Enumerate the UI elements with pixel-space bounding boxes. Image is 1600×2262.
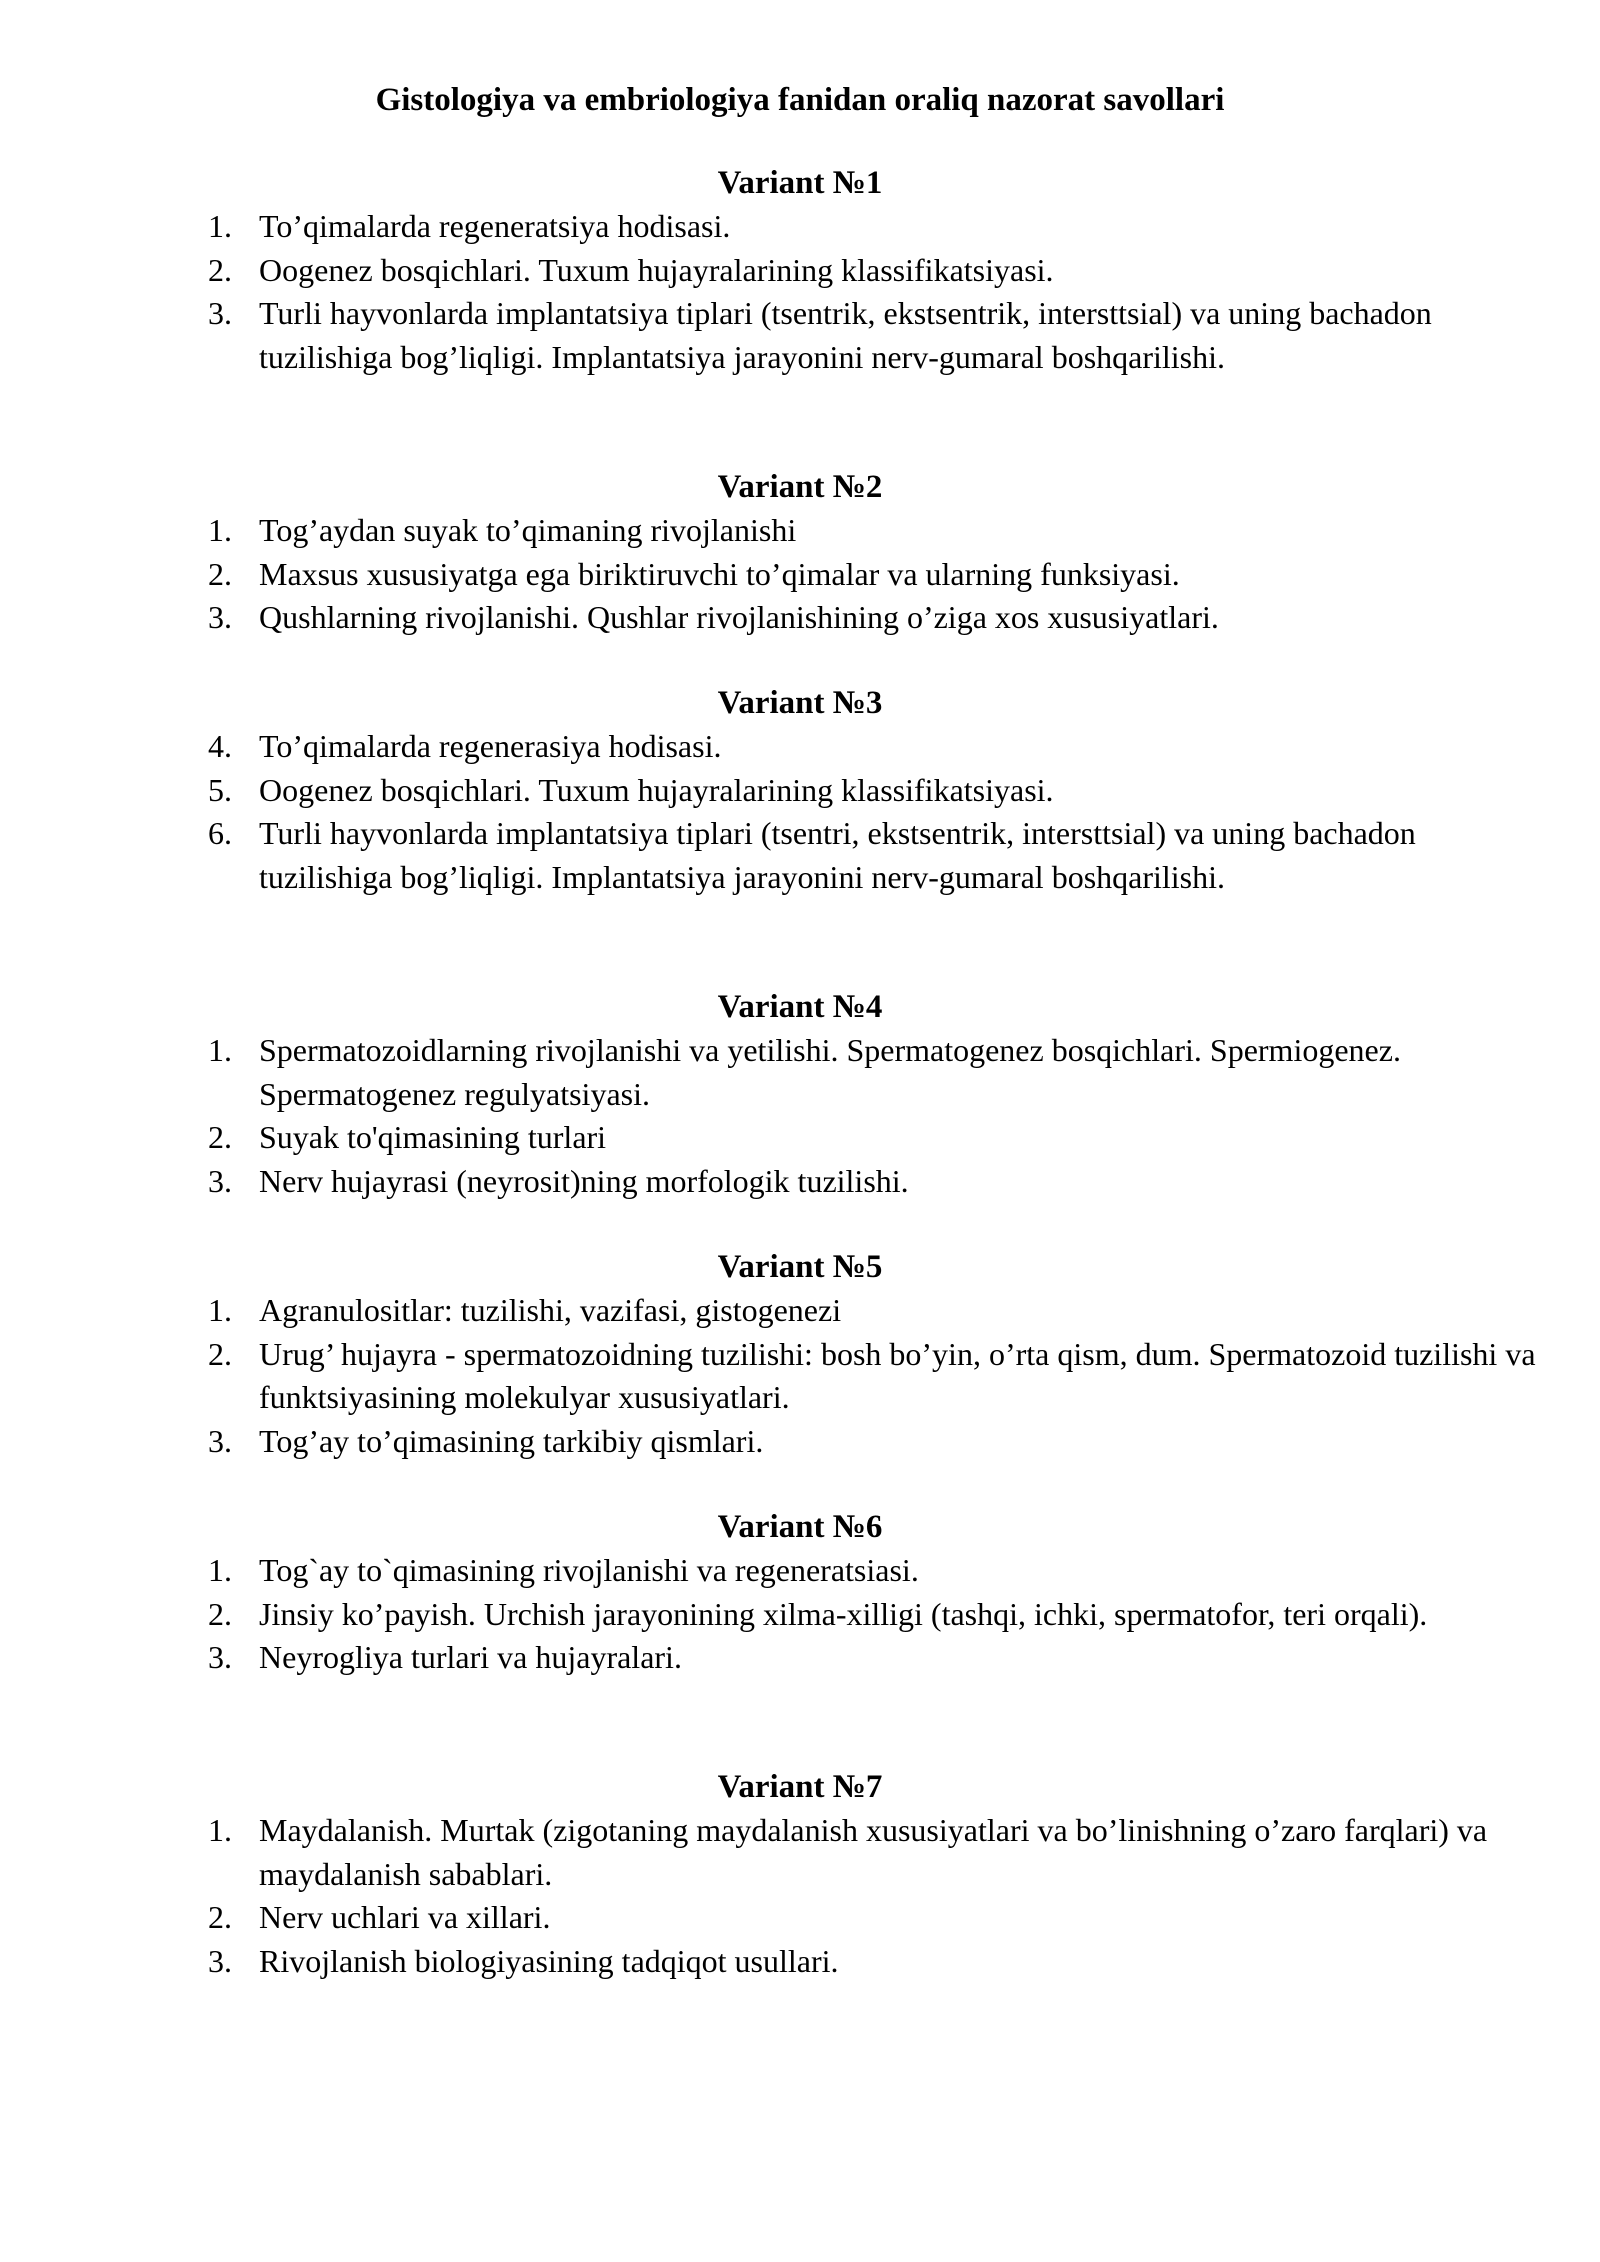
question-text: Tog’aydan suyak to’qimaning rivojlanishi xyxy=(259,512,797,548)
variant-heading: Variant №5 xyxy=(717,1249,883,1285)
question-text: Agranulositlar: tuzilishi, vazifasi, gistogenezi xyxy=(259,1292,842,1328)
question-number: 2. xyxy=(208,251,232,288)
question-text: Qushlarning rivojlanishi. Qushlar rivojlanishining o’ziga xos xususiyatlari. xyxy=(259,599,1219,635)
question-text: Urug’ hujayra - spermatozoidning tuzilishi: bosh bo’yin, o’rta qism, dum. Spermatozoid tuzilishi va funktsiyasining molekulyar xususiyatlari. xyxy=(259,1335,1536,1415)
variant-section xyxy=(0,1245,1600,1463)
question-text: Nerv hujayrasi (neyrosit)ning morfologik tuzilishi. xyxy=(259,1162,909,1199)
question-text: Tog’ay to’qimasining tarkibiy qismlari. xyxy=(259,1422,764,1459)
question-item xyxy=(0,553,1600,597)
question-item xyxy=(0,1116,1600,1160)
question-text: Neyrogliya turlari va hujayralari. xyxy=(259,1639,682,1675)
question-item xyxy=(0,1809,1600,1896)
question-number: 2. xyxy=(208,555,232,592)
question-number: 1. xyxy=(208,512,232,548)
question-text: Jinsiy ko’payish. Urchish jarayonining xilma-xilligi (tashqi, ichki, spermatofor, teri orqali). xyxy=(259,1595,1428,1632)
question-list xyxy=(0,509,1600,640)
question-item xyxy=(0,1289,1600,1333)
variant-section xyxy=(0,1765,1600,1983)
question-text: Maxsus xususiyatga ega biriktiruvchi to’qimalar va ularning funksiyasi. xyxy=(259,555,1180,592)
variant-section xyxy=(0,465,1600,640)
question-text: Turli hayvonlarda implantatsiya tiplari (tsentrik, ekstsentrik, intersttsial) va uning bachadon tuzilishiga bog’liqligi. Implantatsiya jarayonini nerv-gumaral boshqarilishi. xyxy=(259,295,1432,375)
variant-heading: Variant №4 xyxy=(717,989,883,1025)
question-list xyxy=(0,1549,1600,1680)
question-list xyxy=(0,1809,1600,1983)
question-number: 4. xyxy=(208,728,232,764)
question-text: Rivojlanish biologiyasining tadqiqot usullari. xyxy=(259,1942,839,1979)
question-number: 1. xyxy=(208,1292,232,1328)
question-number: 1. xyxy=(208,1032,232,1068)
question-number: 3. xyxy=(208,1162,232,1199)
question-number: 1. xyxy=(208,208,232,244)
question-item xyxy=(0,725,1600,769)
question-item xyxy=(0,1029,1600,1116)
question-item xyxy=(0,812,1600,899)
question-number: 3. xyxy=(208,1422,232,1459)
document-title: Gistologiya va embriologiya fanidan oraliq nazorat savollari xyxy=(375,82,1225,118)
question-number: 1. xyxy=(208,1812,232,1848)
variant-section xyxy=(0,1505,1600,1680)
question-text: Tog`ay to`qimasining rivojlanishi va regeneratsiasi. xyxy=(259,1552,919,1588)
question-number: 3. xyxy=(208,1639,232,1675)
question-item xyxy=(0,1549,1600,1593)
question-item xyxy=(0,596,1600,640)
question-text: Suyak to'qimasining turlari xyxy=(259,1119,607,1155)
variant-heading: Variant №3 xyxy=(717,685,883,721)
question-item xyxy=(0,1593,1600,1637)
question-number: 5. xyxy=(208,771,232,808)
question-item xyxy=(0,509,1600,553)
question-item xyxy=(0,249,1600,293)
question-list xyxy=(0,725,1600,899)
question-number: 2. xyxy=(208,1119,232,1155)
question-text: Turli hayvonlarda implantatsiya tiplari (tsentri, ekstsentrik, intersttsial) va uning bachadon tuzilishiga bog’liqligi. Implantatsiya jarayonini nerv-gumaral boshqarilishi. xyxy=(259,815,1416,895)
variant-heading: Variant №1 xyxy=(717,165,883,201)
question-text: Maydalanish. Murtak (zigotaning maydalanish xususiyatlari va bo’linishning o’zaro farqlari) va maydalanish sabablari. xyxy=(259,1812,1488,1892)
question-number: 3. xyxy=(208,1942,232,1979)
question-text: To’qimalarda regeneratsiya hodisasi. xyxy=(259,208,731,244)
question-number: 2. xyxy=(208,1335,232,1372)
question-number: 3. xyxy=(208,599,232,635)
question-number: 6. xyxy=(208,815,232,851)
question-item xyxy=(0,1160,1600,1204)
variant-section xyxy=(0,681,1600,899)
question-item xyxy=(0,769,1600,813)
question-item xyxy=(0,292,1600,379)
question-item xyxy=(0,1420,1600,1464)
variant-heading: Variant №7 xyxy=(717,1769,883,1805)
question-number: 3. xyxy=(208,295,232,331)
question-list xyxy=(0,205,1600,379)
question-number: 2. xyxy=(208,1899,232,1935)
question-list xyxy=(0,1029,1600,1203)
variant-heading: Variant №6 xyxy=(717,1509,883,1545)
question-item xyxy=(0,1896,1600,1940)
question-text: Nerv uchlari va xillari. xyxy=(259,1899,551,1935)
question-text: Oogenez bosqichlari. Tuxum hujayralarining klassifikatsiyasi. xyxy=(259,771,1054,808)
question-text: Spermatozoidlarning rivojlanishi va yetilishi. Spermatogenez bosqichlari. Spermiogenez. Spermatogenez regulyatsiyasi. xyxy=(259,1032,1401,1112)
variant-heading: Variant №2 xyxy=(717,469,883,505)
question-text: Oogenez bosqichlari. Tuxum hujayralarining klassifikatsiyasi. xyxy=(259,251,1054,288)
variant-section xyxy=(0,161,1600,379)
question-item xyxy=(0,1636,1600,1680)
variant-section xyxy=(0,985,1600,1203)
question-list xyxy=(0,1289,1600,1463)
question-number: 2. xyxy=(208,1595,232,1632)
question-item xyxy=(0,205,1600,249)
question-text: To’qimalarda regenerasiya hodisasi. xyxy=(259,728,722,764)
question-item xyxy=(0,1940,1600,1984)
question-item xyxy=(0,1333,1600,1420)
question-number: 1. xyxy=(208,1552,232,1588)
